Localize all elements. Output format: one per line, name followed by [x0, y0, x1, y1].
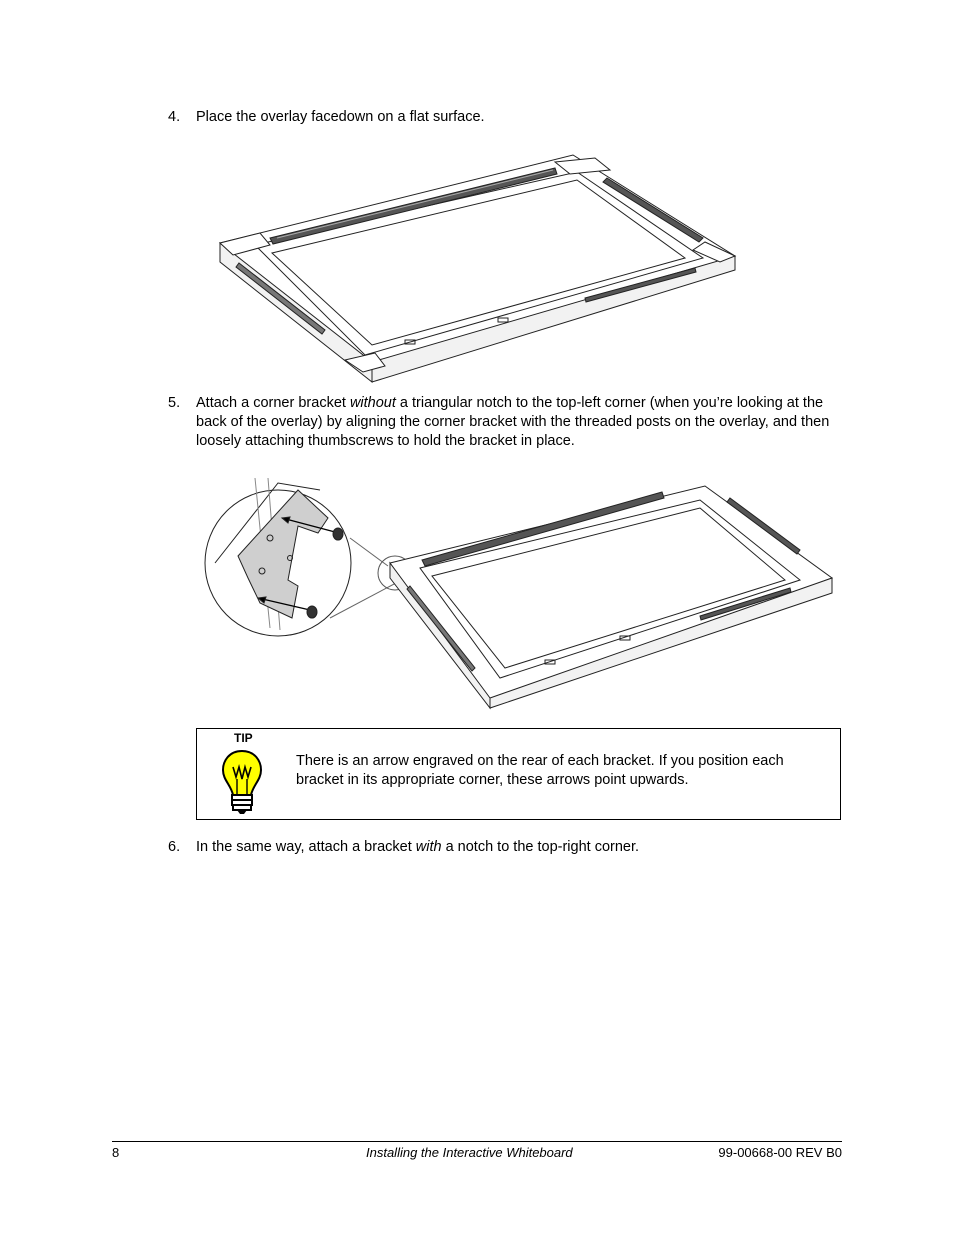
step-text-post: a notch to the top-right corner.: [441, 839, 640, 855]
footer-title: Installing the Interactive Whiteboard: [366, 1145, 573, 1160]
corner-bracket-illustration: [200, 468, 840, 713]
thumbscrew-icon: [333, 528, 343, 540]
tip-text: There is an arrow engraved on the rear of each bracket. If you position each bracket in its appropriate corner, these arrows point upwards.: [296, 753, 784, 788]
step-6: [168, 838, 843, 857]
emphasis-with: with: [415, 839, 442, 855]
page-number: 8: [112, 1145, 120, 1160]
step-5: [168, 394, 843, 451]
magnified-detail: [205, 478, 351, 636]
step-number: 4.: [168, 109, 181, 125]
emphasis-without: without: [349, 395, 396, 411]
footer-rule: [112, 1141, 842, 1142]
step-text: Place the overlay facedown on a flat surface.: [196, 109, 485, 125]
step-text-post: a triangular notch to the top-left corner (when you’re looking at the back of the overlay) by aligning the corner bracket with the threaded posts on the overlay, and then loosely attaching thumbscrews to hold the bracket in place.: [196, 395, 830, 449]
step-4: [168, 108, 843, 127]
thumbscrew-icon: [307, 606, 317, 618]
overlay-facedown-illustration: [215, 150, 740, 385]
step-text-pre: Attach a corner bracket: [196, 395, 350, 411]
step-number: 5.: [168, 395, 181, 411]
step-text: [196, 394, 843, 451]
document-id: 99-00668-00 REV B0: [718, 1145, 842, 1160]
tip-box: [196, 728, 841, 820]
lightbulb-icon: [221, 749, 263, 815]
step-number: 6.: [168, 839, 181, 855]
step-text: [196, 838, 843, 857]
step-text-pre: In the same way, attach a bracket: [196, 839, 416, 855]
tip-label: TIP: [234, 731, 253, 745]
